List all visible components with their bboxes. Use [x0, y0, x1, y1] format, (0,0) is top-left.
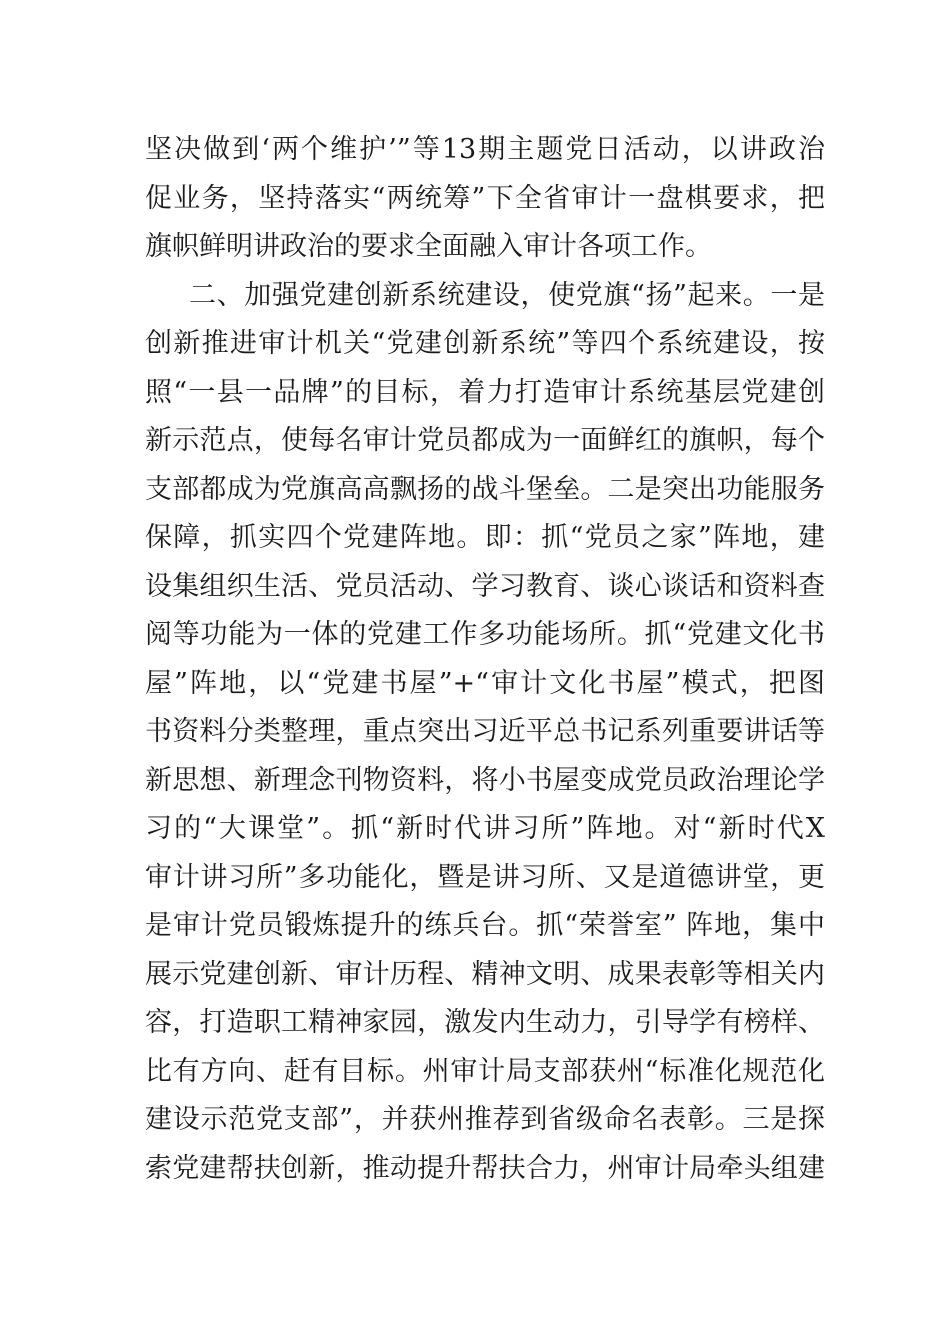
- text-line: 屋”阵地，以“党建书屋”+“审计文化书屋”模式，把图: [145, 667, 825, 699]
- text-line: 比有方向、赶有目标。州审计局支部获州“标准化规范化: [145, 1055, 825, 1087]
- text-line: 是审计党员锻炼提升的练兵台。抓“荣誉室” 阵地，集中: [145, 910, 825, 941]
- section-heading-line: 二、加强党建创新系统建设，使党旗“扬”起来。一是: [189, 279, 825, 311]
- text-line: 照“一县一品牌”的目标，着力打造审计系统基层党建创: [145, 376, 825, 408]
- text-line: 容，打造职工精神家园，激发内生动力，引导学有榜样、: [145, 1007, 825, 1038]
- text-line: 旗帜鲜明讲政治的要求全面融入审计各项工作。: [145, 231, 712, 262]
- text-line: 书资料分类整理，重点突出习近平总书记系列重要讲话等: [145, 716, 825, 747]
- text-line: 支部都成为党旗高高飘扬的战斗堡垒。二是突出功能服务: [145, 473, 825, 505]
- text-line: 阅等功能为一体的党建工作多功能场所。抓“党建文化书: [145, 619, 825, 650]
- text-line: 新示范点，使每名审计党员都成为一面鲜红的旗帜，每个: [145, 425, 825, 456]
- text-line: 新思想、新理念刊物资料，将小书屋变成党员政治理论学: [145, 764, 825, 796]
- text-line: 审计讲习所”多功能化，暨是讲习所、又是道德讲堂，更: [145, 861, 825, 893]
- text-line: 建设示范党支部”，并获州推荐到省级命名表彰。三是探: [145, 1104, 825, 1135]
- text-line: 促业务，坚持落实“两统筹”下全省审计一盘棋要求，把: [145, 182, 825, 214]
- text-line: 创新推进审计机关“党建创新系统”等四个系统建设，按: [145, 328, 825, 359]
- text-line: 保障，抓实四个党建阵地。即：抓“党员之家”阵地，建: [145, 522, 825, 553]
- text-line: 索党建帮扶创新，推动提升帮扶合力，州审计局牵头组建: [145, 1152, 825, 1184]
- text-line: 习的“大课堂”。抓“新时代讲习所”阵地。对“新时代X: [145, 813, 825, 844]
- body-text: [145, 126, 825, 1193]
- text-line: 展示党建创新、审计历程、精神文明、成果表彰等相关内: [145, 958, 825, 990]
- text-line: 设集组织生活、党员活动、学习教育、谈心谈话和资料查: [145, 570, 825, 602]
- text-line: 坚决做到‘两个维护’”等13期主题党日活动，以讲政治: [145, 134, 825, 165]
